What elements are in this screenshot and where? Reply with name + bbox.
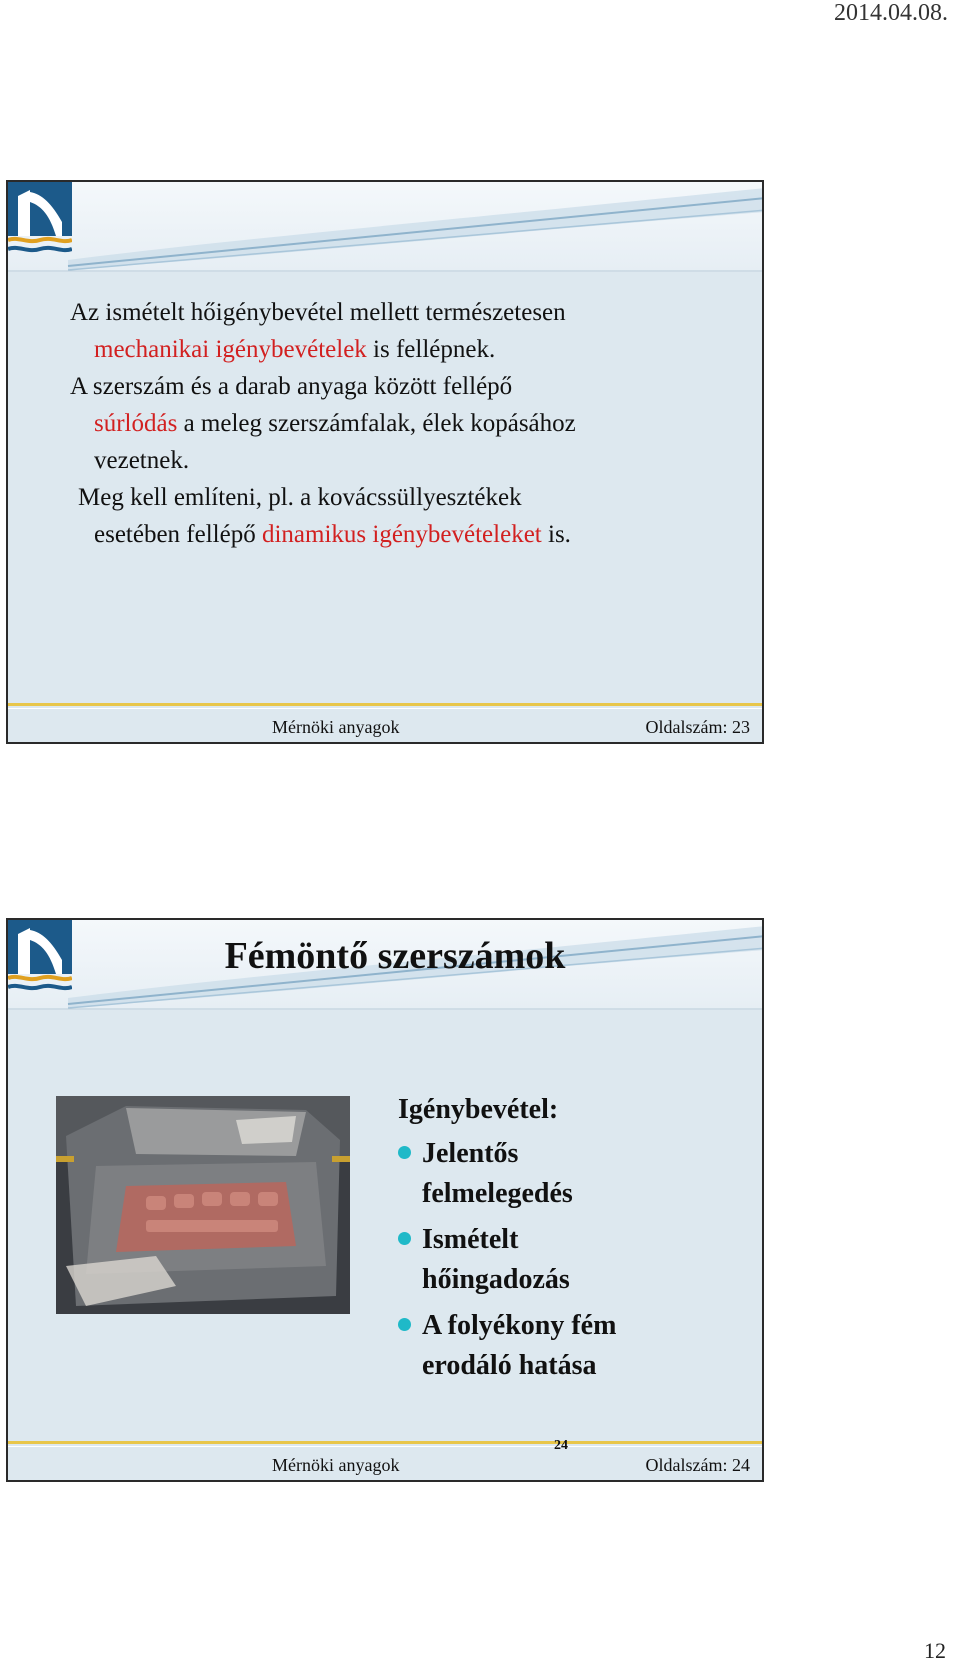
page-date: 2014.04.08. (834, 0, 948, 26)
slide-title: Fémöntő szerszámok (224, 935, 566, 977)
text-line (70, 294, 750, 331)
emphasis-text: dinamikus igénybevételeket (261, 521, 542, 548)
text-line (70, 442, 750, 479)
text-span: Meg kell említeni, pl. a kovácssüllyesztékek (78, 484, 522, 511)
footer-course-name: Mérnöki anyagok (272, 1455, 400, 1475)
footer-page-label: Oldalszám: 23 (645, 717, 750, 737)
text-line (70, 405, 750, 442)
emphasis-text: súrlódás (94, 410, 178, 437)
list-item-line: Ismételt (422, 1224, 519, 1255)
bullet-dot-icon (398, 1146, 411, 1159)
list-item-line: Jelentős (422, 1138, 519, 1169)
university-logo-icon (8, 182, 72, 256)
emphasis-text: mechanikai igénybevételek (94, 336, 367, 363)
die-casting-mold-photo (56, 1096, 350, 1314)
list-item-line: erodáló hatása (422, 1350, 597, 1381)
slide-body-text (70, 294, 750, 553)
footer-divider-highlight (8, 1446, 762, 1447)
list-item (398, 1134, 738, 1214)
slide-header (8, 182, 762, 272)
text-span: A szerszám és a darab anyaga között fellépő (70, 373, 513, 400)
footer-divider (8, 1441, 762, 1444)
footer-divider-highlight (8, 708, 762, 709)
footer-course-name: Mérnöki anyagok (272, 717, 400, 737)
slide-24 (6, 918, 764, 1482)
list-item (398, 1306, 738, 1386)
text-line (70, 516, 750, 553)
list-heading: Igénybevétel: (398, 1094, 559, 1125)
text-span: esetében fellépő (94, 521, 262, 548)
footer-page-label: Oldalszám: 24 (645, 1455, 750, 1475)
text-span: vezetnek. (94, 447, 190, 474)
list-item-line: A folyékony fém (422, 1310, 617, 1341)
requirements-list (398, 1090, 738, 1392)
slide-small-number: 24 (554, 1438, 568, 1453)
bullet-dot-icon (398, 1318, 411, 1331)
text-line (70, 479, 750, 516)
text-span: a meleg szerszámfalak, élek kopásához (177, 410, 576, 437)
list-item (398, 1220, 738, 1300)
text-span: Az ismételt hőigénybevétel mellett természetesen (70, 299, 566, 326)
list-item-line: felmelegedés (422, 1178, 573, 1209)
page-number: 12 (924, 1638, 946, 1663)
list-item-line: hőingadozás (422, 1264, 570, 1295)
text-span: is fellépnek. (366, 336, 496, 363)
text-span: is. (541, 521, 571, 548)
slide-23 (6, 180, 764, 744)
header-swoosh-decoration (8, 182, 764, 272)
bullet-dot-icon (398, 1232, 411, 1245)
text-line (70, 331, 750, 368)
footer-divider (8, 703, 762, 706)
text-line (70, 368, 750, 405)
